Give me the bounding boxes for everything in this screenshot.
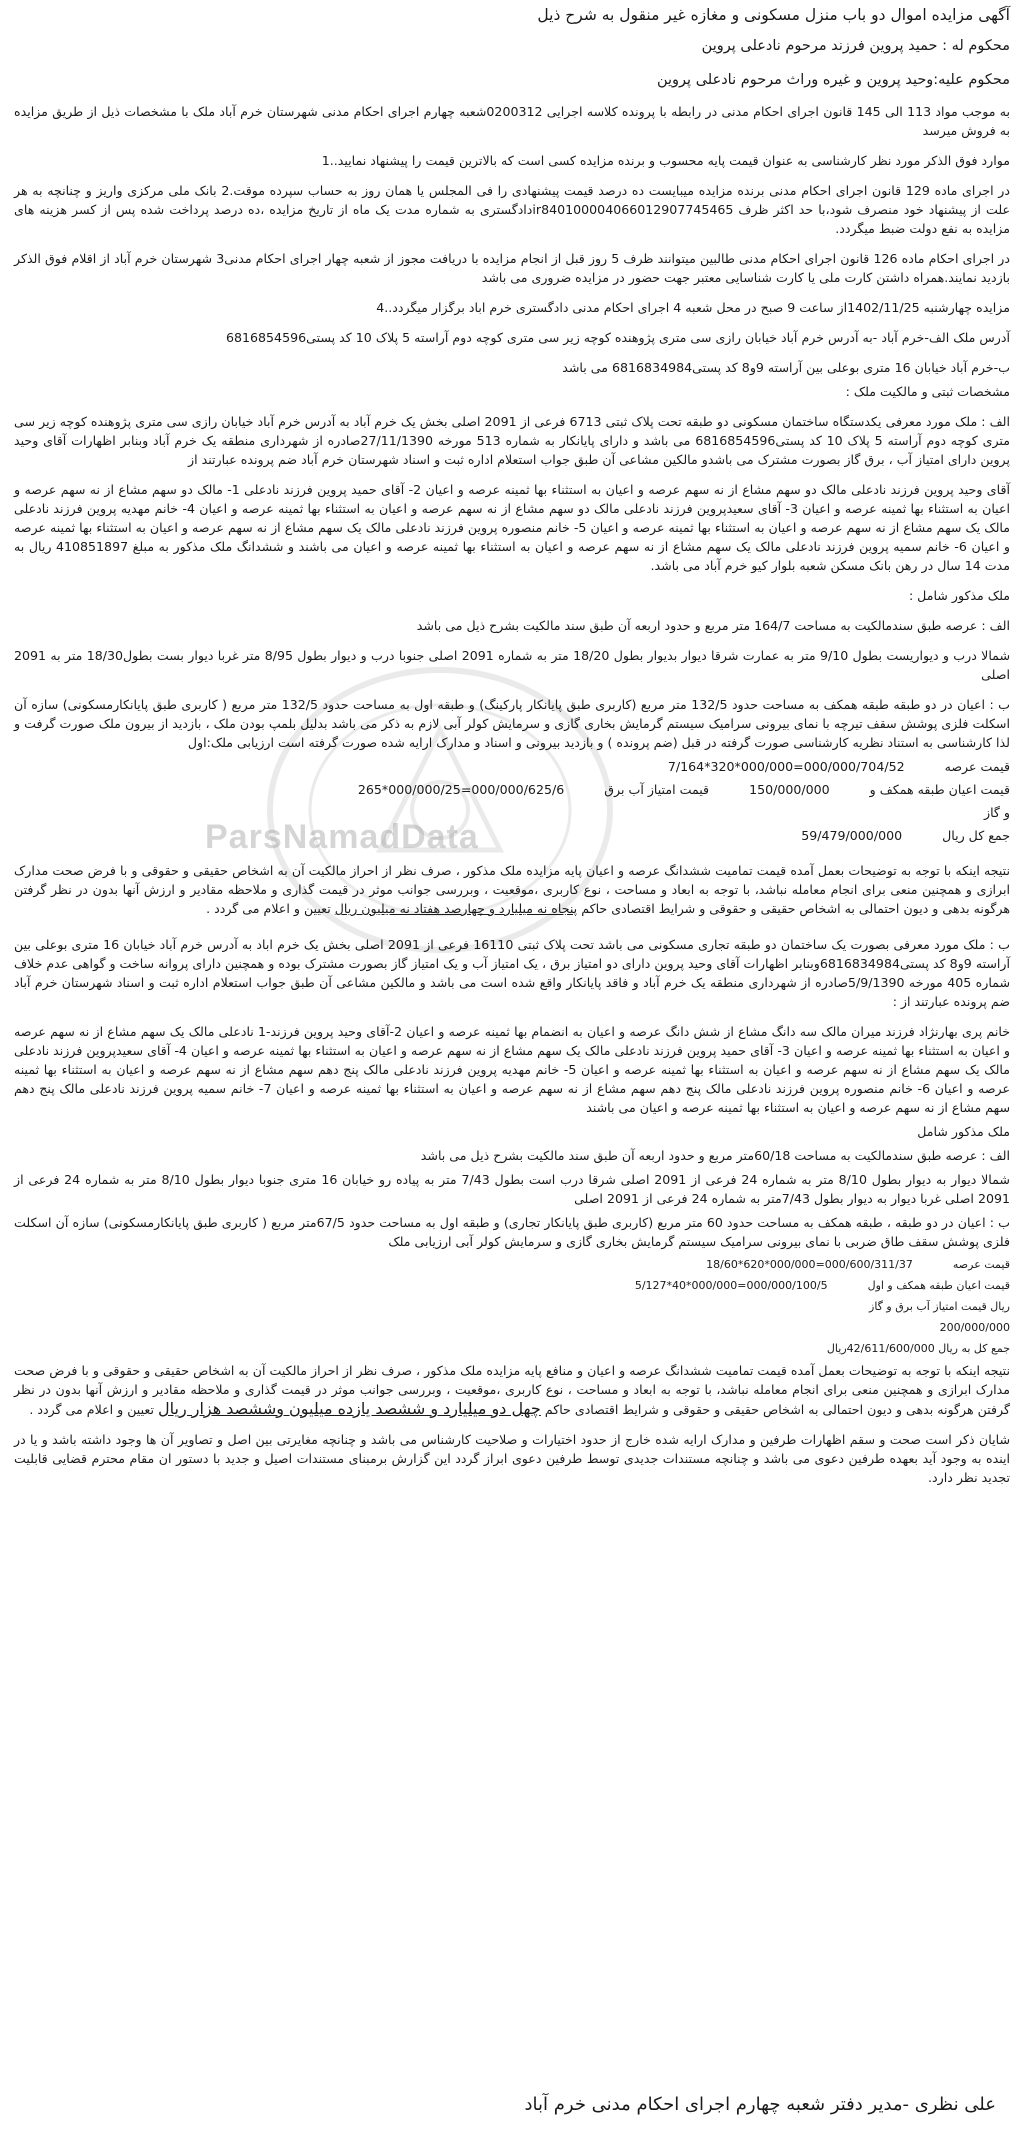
property-b-owners: خانم پری بهارنژاد فرزند میران مالک سه دانگ مشاع از شش دانگ عرصه و اعیان به انضمام بها ثمینه عرصه و اعیان 2-آقای وحید پروین فرزند-1 نادعلی مالک یک سهم مشاع از نه سهم عرصه و اعیان به استثناء بها ثمینه عرصه و اعیان 3- آقای حمید پروین فرزند نادعلی مالک یک سهم مشاع از نه سهم عرصه و اعیان به استثناء بها ثمینه عرصه و اعیان 4- آقای سعیدپروین فرزند نادعلی مالک یک سهم مشاع از نه سهم عرصه و اعیان به استثناء بها ثمینه عرصه و اعیان 5- خانم مهدیه پروین فرزند نادعلی مالک پنج دهم سهم مشاع از نه سهم عرصه و اعیان به استثناء بها ثمینه عرصه و اعیان 6- خانم منصوره پروین فرزند نادعلی مالک پنج دهم سهم مشاع از نه سهم عرصه و اعیان به استثناء بها ثمینه عرصه و اعیان 7- خانم سمیه پروین فرزند نادعلی مالک پنج دهم سهم مشاع از نه سهم عرصه و اعیان به استثناء بها ثمینه عرصه و اعیان می باشند xyxy=(14,1024,1010,1115)
final-suffix: تعیین و اعلام می گردد . xyxy=(206,901,331,916)
building-price-label: قیمت اعیان طبقه همکف و xyxy=(869,782,1010,797)
property-b-building: ب : اعیان در دو طبقه ، طبقه همکف به مساحت حدود 60 متر مربع (کاربری طبق پایانکار تجاری) و طبقه اول به مساحت حدود 67/5متر مربع ( کاربری طبق پایانکارمسکونی) سازه آن اسکلت فلزی پوشش سقف طاق ضربی با نمای بیرونی سرامیک سیستم گرمایش بخاری گازی و سرمایش کولر آبی ارزیابی ملک xyxy=(14,1215,1010,1249)
property-b-description: ب : ملک مورد معرفی بصورت یک ساختمان دو طبقه تجاری مسکونی می باشد تحت پلاک ثبتی 16110 فرعی از 2091 اصلی بخش یک خرم اباد به آدرس خرم آباد خیابان 16 متری بوعلی بین آراسته 9و8 کد پستی6816834984وبنابر اظهارات آقای وحید پروین دارای دو امتیاز برق ، یک امتیاز آب و یک امتیاز گاز بصورت مشترک بوده و همچنین دارای پروانه ساخت و گواهی عدم خلاف شماره 405 مورخه 5/9/1390صادره از شهرداری منطقه یک خرم آباد و فاقد پایانکار واقع شده است می باشد و مالکین مشاعی آن طبق جواب استعلام اداره ثبت و اسناد شهرستان خرم آباد ضم پرونده عبارتند از : xyxy=(14,937,1011,1009)
gas-label: و گاز xyxy=(984,805,1010,820)
property-b-building-price-row xyxy=(14,1277,1010,1294)
utility-price-label: ریال قیمت امتیاز آب برق و گاز xyxy=(869,1300,1010,1313)
intro-paragraph: به موجب مواد 113 الی 145 قانون اجرای احکام مدنی در رابطه با پرونده کلاسه اجرایی 0200312شعبه چهارم اجرای احکام مدنی شهرستان خرم آباد ملک با مشخصات ذیل از طریق مزایده به فروش میرسد xyxy=(14,104,1010,138)
property-a-gas-row xyxy=(14,803,1010,822)
utility-price-label: قیمت امتیاز آب برق xyxy=(604,782,710,797)
rule-4: مزایده چهارشنبه 1402/11/25از ساعت 9 صبح در محل شعبه 4 اجرای احکام مدنی دادگستری خرم اباد برگزار میگردد..4 xyxy=(376,300,1010,315)
property-b-land-price-row xyxy=(14,1256,1010,1273)
property-b-includes: ملک مذکور شامل xyxy=(917,1124,1010,1139)
property-a-includes: ملک مذکور شامل : xyxy=(908,588,1010,603)
registration-heading: مشخصات ثبتی و مالکیت ملک : xyxy=(845,384,1010,399)
final-value: پنجاه نه میلیارد و چهارصد هفتاد نه میلیون ریال xyxy=(334,901,578,916)
total-value: جمع کل به ریال 42/611/600/000ریال xyxy=(826,1342,1010,1355)
building-price-value: 000/000/625/6=000/000/25*265 xyxy=(357,782,565,797)
closing-paragraph: شایان ذکر است صحت و سقم اظهارات طرفین و مدارک ارایه شده خارج از حدود اختیارات و صلاحیت کارشناس می باشد و چنانچه مغایرتی بین اصل و تصاویر آن ها وجود داشته باشد و یا در اینده به وجود آید بعهده طرفین دعوی می باشد و چنانچه مستندات جدیدی توسط طرفین دعوی ابراز گردد این گزارش برمبنای مستندات اصیل و جدید با دستور ان مقام محترم قضایی قابلیت تجدید نظر دارد. xyxy=(14,1432,1010,1485)
final-suffix: تعیین و اعلام می گردد . xyxy=(29,1402,154,1417)
conclusion-text: نتیجه اینکه با توجه به توضیحات بعمل آمده قیمت تمامیت ششدانگ عرصه و اعیان و منافع پایه مزایده ملک مذکور ، صرف نظر از احراز مالکیت آن به اشخاص حقیقی و حقوقی و با فرض صحت مدارک ابرازی و همچنین منعی برای انجام معامله نباشد، با توجه به ابعاد و مساحت ، نوع کاربری ،موقعیت ، وبررسی جوانب موثر در قیمت گذاری و ملاحظه مقادیر و ارزش آنها بدون در نظر گرفتن هرگونه بدهی و دیون احتمالی به اشخاص حقیقی و حقوقی و شرایط اقتصادی حاکم xyxy=(14,1363,1010,1417)
rule-2: در اجرای ماده 129 قانون اجرای احکام مدنی برنده مزایده میبایست ده درصد قیمت پیشنهادی را فی المجلس یا همان روز به حساب سپرده موقت.2 بانک ملی مرکزی واریز و چنانچه به هر علت از پیشنهاد خود منصرف شود،با حد اکثر ظرف ir840100004066012907745465دادگستری به شماره مدت یک ماه از تاریخ مزایده ،ده درصد پرداخت شده پس از کسر هزینه های مزایده به نفع دولت ضبط میگردد. xyxy=(14,183,1010,236)
land-price-label: قیمت عرصه xyxy=(952,1258,1010,1271)
building-price-label: قیمت اعیان طبقه همکف و اول xyxy=(867,1279,1010,1292)
final-value: چهل دو میلیارد و ششصد یازده میلیون وششصد هزار ریال xyxy=(157,1399,541,1418)
property-b-land: الف : عرصه طبق سندمالکیت به مساحت 60/18متر مربع و حدود اربعه آن طبق سند مالکیت بشرح ذیل می باشد xyxy=(420,1148,1010,1163)
land-price-label: قیمت عرصه xyxy=(944,759,1010,774)
page-title: آگهی مزایده اموال دو باب منزل مسکونی و مغازه غیر منقول به شرح ذیل xyxy=(537,6,1010,24)
property-b-conclusion xyxy=(14,1361,1010,1419)
address-a: آدرس ملک الف-خرم آباد -به آدرس خرم آباد خیابان رازی سی متری پژوهنده کوچه زیر سی متری کوچه دوم آراسته 5 پلاک 10 کد پستی6816854596 xyxy=(225,330,1010,345)
property-a-land-price-row xyxy=(14,757,1010,776)
total-label: جمع کل ریال xyxy=(942,828,1010,843)
property-a-owners: آقای وحید پروین فرزند نادعلی مالک دو سهم مشاع از نه سهم عرصه و اعیان به استثناء بها ثمینه عرصه و اعیان 2- آقای حمید پروین فرزند نادعلی 1- مالک دو سهم مشاع از نه سهم عرصه و اعیان به استثناء بها ثمینه عرصه و اعیان 3- آقای سعیدپروین فرزند نادعلی مالک دو سهم مشاع از نه سهم عرصه و اعیان به استثناء بها ثمینه عرصه و اعیان 4- خانم مهدیه پروین فرزند نادعلی مالک یک سهم مشاع از نه سهم عرصه و اعیان به استثناء بها ثمینه عرصه و اعیان 5- خانم منصوره پروین فرزند نادعلی مالک یک سهم مشاع از نه سهم عرصه و اعیان به استثناء بها ثمینه عرصه و اعیان 6- خانم سمیه پروین فرزند نادعلی مالک یک سهم مشاع از نه سهم عرصه و اعیان به استثناء بها ثمینه عرصه و اعیان می باشند و ششدانگ ملک مذکور به مبلغ 410851897 ریال به مدت 14 سال در رهن بانک مسکن شعبه بلوار کیو خرم آباد می باشد. xyxy=(14,482,1011,573)
property-a-land: الف : عرصه طبق سندمالکیت به مساحت 164/7 متر مربع و حدود اربعه آن طبق سند مالکیت بشرح ذیل می باشد xyxy=(416,618,1010,633)
building-price-value: 000/000/100/5=000/000*40*5/127 xyxy=(634,1279,828,1292)
utility-price-value: 200/000/000 xyxy=(939,1321,1010,1334)
property-a-description: الف : ملک مورد معرفی یکدستگاه ساختمان مسکونی دو طبقه تحت پلاک ثبتی 6713 فرعی از 2091 اصلی بخش یک خرم آباد به آدرس خرم آباد خیابان رازی سی متری پژوهنده کوچه زیر سی متری کوچه دوم آراسته 5 پلاک 10 کد پستی6816854596 می باشد و دارای پایانکار به شماره 513 مورخه 27/11/1390صادره از شهرداری منطقه یک خرم آباد وبنابر اظهارات آقای وحید پروین دارای امتیاز آب ، برق گاز بصورت مشترک می باشدو مالکین مشاعی آن طبق جواب استعلام اداره ثبت و اسناد شهرستان خرم آباد ضم پرونده عبارتند از xyxy=(14,414,1011,467)
mahkoom-lah: محکوم له : حمید پروین فرزند مرحوم نادعلی پروین xyxy=(701,38,1010,54)
conclusion-text: نتیجه اینکه با توجه به توضیحات بعمل آمده قیمت تمامیت ششدانگ عرصه و اعیان پایه مزایده ملک مذکور ، صرف نظر از احراز مالکیت آن به اشخاص حقیقی و حقوقی و با فرض صحت مدارک ابرازی و همچنین منعی برای انجام معامله نباشد، با توجه به ابعاد و مساحت ، نوع کاربری ،موقعیت ، وبررسی جوانب موثر در قیمت گذاری و ملاحظه مقادیر و ارزش آنها بدون در نظر گرفتن هرگونه بدهی و دیون احتمالی به اشخاص حقیقی و حقوقی و شرایط اقتصادی حاکم xyxy=(14,863,1010,916)
utility-price-value: 150/000/000 xyxy=(749,782,830,797)
property-a-bounds: شمالا درب و دیواریست بطول 9/10 متر به عمارت شرقا دیوار بدیوار بطول 18/20 متر به شماره 2091 اصلی جنوبا درب و دیوار بطول 8/95 متر غربا دیوار بست بطول18/30 متر به 2091 اصلی xyxy=(14,648,1011,682)
land-price-value: 000/000/704/52=000/000*320*7/164 xyxy=(667,759,905,774)
watermark-text: ParsNamadData xyxy=(205,818,479,856)
address-b: ب-خرم آباد خیابان 16 متری بوعلی بین آراسته 9و8 کد پستی6816834984 می باشد xyxy=(562,360,1010,375)
property-b-total-row xyxy=(14,1340,1010,1357)
total-value: 59/479/000/000 xyxy=(801,828,903,843)
document-body xyxy=(14,4,1010,1492)
mahkoom-alayh: محکوم علیه:وحید پروین و غیره وراث مرحوم نادعلی پروین xyxy=(656,72,1010,88)
rule-1: موارد فوق الذکر مورد نظر کارشناسی به عنوان قیمت پایه محسوب و برنده مزایده کسی است که بالاترین قیمت را پیشنهاد نمایید..1 xyxy=(321,153,1010,168)
property-b-bounds: شمالا دیوار به دیوار بطول 8/10 متر به شماره 24 فرعی از 2091 اصلی شرقا درب است بطول 7/43 متر به پیاده رو خیابان 16 متری جنوبا دیوار بطول 8/10 متر به شماره 24 فرعی از 2091 اصلی غربا دیوار به دیوار بطول 7/43متر به شماره 24 فرعی از 2091 اصلی xyxy=(14,1172,1010,1206)
property-b-utility-row xyxy=(14,1298,1010,1315)
signature: علی نظری -مدیر دفتر شعبه چهارم اجرای احکام مدنی خرم آباد xyxy=(524,2094,996,2115)
land-price-value: 000/600/311/37=000/000*620*18/60 xyxy=(706,1258,913,1271)
property-a-building-price-row xyxy=(14,780,1010,799)
property-b-utility-value-row xyxy=(14,1319,1010,1336)
rule-3: در اجرای احکام ماده 126 قانون اجرای احکام مدنی طالبین میتوانند ظرف 5 روز قبل از انجام مزایده با دریافت مجوز از شعبه چهار اجرای احکام مدنی3 شهرستان خرم آباد از اقلام فوق الذکر بازدید نمایند.همراه داشتن کارت ملی یا کارت شناسایی معتبر جهت حضور در مزایده ضروری می باشد xyxy=(14,251,1010,285)
property-a-total-row xyxy=(14,826,1010,845)
property-a-building: ب : اعیان در دو طبقه طبقه همکف به مساحت حدود 132/5 متر مربع (کاربری طبق پایانکار پارکینگ) و طبقه اول به مساحت حدود 132/5 متر مربع ( کاربری طبق پایانکارمسکونی) سازه آن اسکلت فلزی پوشش سقف تیرچه با نمای بیرونی سرامیک سیستم گرمایش بخاری گازی و سرمایش کولر آبی لازم به ذکر می باشد بدلیل بلمپ بودن ملک ، بازدید از بیرون ملک صورت گرفت و لذا کارشناسی به استناد نظریه کارشناسی صورت گرفته در قبل (ضم پرونده ) و بازدید بیرونی و اسناد و مدارک ارایه شده صورت گرفته است ارزیابی ملک:اول xyxy=(14,697,1010,750)
property-a-conclusion xyxy=(14,861,1010,918)
